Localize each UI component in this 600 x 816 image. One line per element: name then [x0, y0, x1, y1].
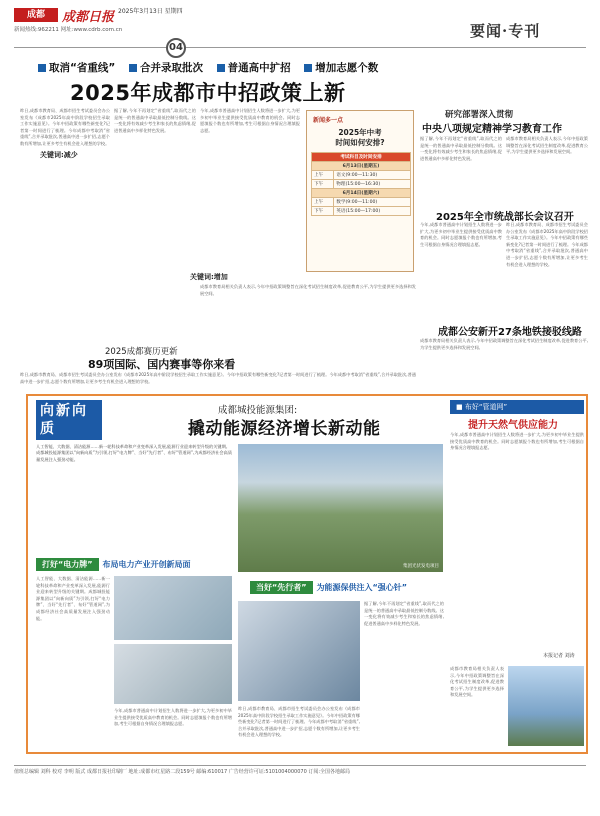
square-bullet-icon: [304, 64, 312, 72]
mid-text: 昨日,成都市教育局、成都市招生考试委员会办公室发布《成都市2025年高中阶段学校招生录取工作实施意见》。今年中招政策有哪些新变化?记者第一时间进行了梳理。今年成都中考取消“省重线”,合并录取批次,普通高中进一步扩招,志愿个数有所增加,让更多考生有机会进入理想的学校。: [20, 372, 416, 384]
right-kicker: 研究部署深入贯彻: [445, 110, 514, 120]
exam-day: 6月13日(星期五): [312, 162, 411, 171]
lead-tag: 合并录取批次: [129, 60, 203, 75]
table-row: [312, 207, 411, 216]
square-bullet-icon: [129, 64, 137, 72]
exam-period: 下午: [312, 207, 334, 216]
paper-logo: 成都: [14, 8, 58, 22]
header-divider: [14, 47, 586, 48]
footer-credits: 值班总编辑 刘科 校对 李明 版式 成都日报社印刷厂 地址:成都市红星路二段159号 邮编:610017 广告经营许可证:5101004000070 订阅:全国各地邮局: [14, 765, 586, 775]
exam-subject: 物理(15:00—16:30): [334, 180, 411, 189]
photo-caption: 集团光伏发电项目: [403, 564, 439, 569]
control-room-photo: [238, 601, 360, 701]
masthead: [0, 0, 600, 58]
table-row: [312, 171, 411, 180]
right-headline: 中央八项规定精神学习教育工作: [422, 124, 562, 135]
feature-section: [26, 394, 588, 754]
lead-tag: 取消“省重线”: [38, 60, 115, 75]
exam-subject: 英语(15:00—17:00): [334, 207, 411, 216]
lead-tag: 普通高中扩招: [217, 60, 291, 75]
subhead-label: 打好“电力牌”: [36, 558, 99, 571]
exam-schedule-box: [306, 110, 414, 272]
lead-column: 今年,成都市普通高中计划招生人数将进一步扩大,为更多初中毕业生提供接受优质高中教育的机会。同时志愿填报个数也有所增加,考生可根据自身情况合理填报志愿。: [200, 108, 300, 133]
contact-line: 新闻热线:962211 网址:www.cdrb.com.cn: [14, 27, 123, 33]
section-title: 要闻·专刊: [470, 22, 541, 40]
right-column-text: 据了解,今年不再划定“省重线”,取而代之的是统一的普通高中录取最低控制分数线。这一变化将有效减少考生和家长的焦虑情绪,促进普通高中多样化特色发展。: [420, 136, 502, 161]
right-headline-3: 成都公安新开27条地铁接驳线路: [438, 327, 582, 338]
mid-headline: 89项国际、国内赛事等你来看: [88, 358, 236, 371]
mid-kicker: 2025成都赛历更新: [105, 347, 178, 357]
exam-table: [311, 152, 411, 216]
exam-table-head: 考试科目及时间安排: [312, 153, 411, 162]
feature-side-column: 成都市教育局相关负责人表示,今年中招政策调整旨在深化考试招生制度改革,促进教育公平,为学生提供更多选择和发展空间。: [450, 666, 504, 698]
right-column-text: 昨日,成都市教育局、成都市招生考试委员会办公室发布《成都市2025年高中阶段学校招生录取工作实施意见》。今年中招政策有哪些新变化?记者第一时间进行了梳理。今年成都中考取消“省重线”,合并录取批次,普通高中进一步扩招,志愿个数有所增加,让更多考生有机会进入理想的学校。: [506, 222, 588, 267]
feature-side-column: 今年,成都市普通高中计划招生人数将进一步扩大,为更多初中毕业生提供接受优质高中教育的机会。同时志愿填报个数也有所增加,考生可根据自身情况合理填报志愿。: [450, 432, 584, 451]
exam-period: 上午: [312, 198, 334, 207]
exam-day: 6月14日(星期六): [312, 189, 411, 198]
feature-column: 昨日,成都市教育局、成都市招生考试委员会办公室发布《成都市2025年高中阶段学校招生录取工作实施意见》。今年中招政策有哪些新变化?记者第一时间进行了梳理。今年成都中考取消“省重线”,合并录取批次,普通高中进一步扩招,志愿个数有所增加,让更多考生有机会进入理想的学校。: [238, 706, 360, 738]
feature-side-title: 提升天然气供应能力: [468, 420, 558, 431]
square-bullet-icon: [38, 64, 46, 72]
exam-period: 上午: [312, 171, 334, 180]
feature-column: 人工智能、大数据、清洁能源……新一轮科技革命和产业变革深入发展,能源行业迎来转型升级的关键期。成都城投能源集团以“向新向质”为引领,打好“电力牌”、当好“先行者”、布好“管道网”,为成都经济社会高质量发展注入强劲动能。: [36, 576, 110, 621]
lead-column: 成都市教育局相关负责人表示,今年中招政策调整旨在深化考试招生制度改革,促进教育公平,为学生提供更多选择和发展空间。: [200, 284, 416, 296]
feature-subhead-1: [36, 558, 232, 572]
right-column-text: 成都市教育局相关负责人表示,今年中招政策调整旨在深化考试招生制度改革,促进教育公平,为学生提供更多选择和发展空间。: [506, 136, 588, 155]
right-column-text: 今年,成都市普通高中计划招生人数将进一步扩大,为更多初中毕业生提供接受优质高中教育的机会。同时志愿填报个数也有所增加,考生可根据自身情况合理填报志愿。: [420, 222, 502, 247]
dateline: 2025年3月13日 星期四: [118, 8, 183, 15]
lead-column: 据了解,今年不再划定“省重线”,取而代之的是统一的普通高中录取最低控制分数线。这一变化将有效减少考生和家长的焦虑情绪,促进普通高中多样化特色发展。: [114, 108, 196, 133]
lead-subheading: 关键词:增加: [190, 273, 228, 281]
exam-title: 2025年中考 时间如何安排?: [335, 128, 385, 147]
table-row: [312, 198, 411, 207]
paper-name: 成都日报: [62, 10, 115, 25]
right-headline-2: 2025年全市统战部长会议召开: [436, 212, 574, 223]
page-number: 04: [166, 38, 186, 58]
exam-period: 下午: [312, 180, 334, 189]
subhead-label: 当好“先行者”: [250, 581, 313, 594]
table-row: [312, 180, 411, 189]
exam-subject: 数学(9:00—11:00): [334, 198, 411, 207]
feature-column: 今年,成都市普通高中计划招生人数将进一步扩大,为更多初中毕业生提供接受优质高中教育的机会。同时志愿填报个数也有所增加,考生可根据自身情况合理填报志愿。: [114, 708, 232, 727]
exam-subject: 语文(9:00—11:30): [334, 171, 411, 180]
power-facility-photo: [114, 644, 232, 704]
feature-kicker: 成都城投能源集团:: [218, 405, 298, 416]
right-column-text: 成都市教育局相关负责人表示,今年中招政策调整旨在深化考试招生制度改革,促进教育公平,为学生提供更多选择和发展空间。: [420, 338, 588, 350]
lead-tag: 增加志愿个数: [304, 60, 378, 75]
subhead-text: 布局电力产业开创新局面: [102, 560, 191, 569]
lead-subheading: 关键词:减少: [40, 151, 78, 159]
feature-intro: 人工智能、大数据、清洁能源……新一轮科技革命和产业变革深入发展,能源行业迎来转型升级的关键期。成都城投能源集团以“向新向质”为引领,打好“电力牌”、当好“先行者”、布好“管道网”,为成都经济社会高质量发展注入强劲动能。: [36, 444, 232, 462]
subhead-text: 为能源保供注入“强心针”: [316, 583, 408, 592]
lead-headline: 2025年成都市中招政策上新: [70, 81, 346, 105]
solar-plant-photo: [238, 444, 443, 572]
lead-tags: [38, 60, 388, 75]
square-bullet-icon: [217, 64, 225, 72]
byline: 本报记者 刘涛: [543, 653, 575, 659]
lead-column: 昨日,成都市教育局、成都市招生考试委员会办公室发布《成都市2025年高中阶段学校招生录取工作实施意见》。今年中招政策有哪些新变化?记者第一时间进行了梳理。今年成都中考取消“省重线”,合并录取批次,普通高中进一步扩招,志愿个数有所增加,让更多考生有机会进入理想的学校。: [20, 108, 110, 146]
feature-side-heading: ■ 布好“管道网”: [450, 400, 584, 414]
feature-headline: 撬动能源经济增长新动能: [188, 419, 381, 439]
feature-column: 据了解,今年不再划定“省重线”,取而代之的是统一的普通高中录取最低控制分数线。这一变化将有效减少考生和家长的焦虑情绪,促进普通高中多样化特色发展。: [364, 601, 444, 626]
feature-subhead-2: [250, 581, 407, 594]
gas-facility-photo: [508, 666, 584, 746]
feature-logo: 向新向质: [36, 400, 102, 440]
charging-station-photo: [114, 576, 232, 640]
exam-kicker: 新闻多一点: [313, 117, 344, 124]
